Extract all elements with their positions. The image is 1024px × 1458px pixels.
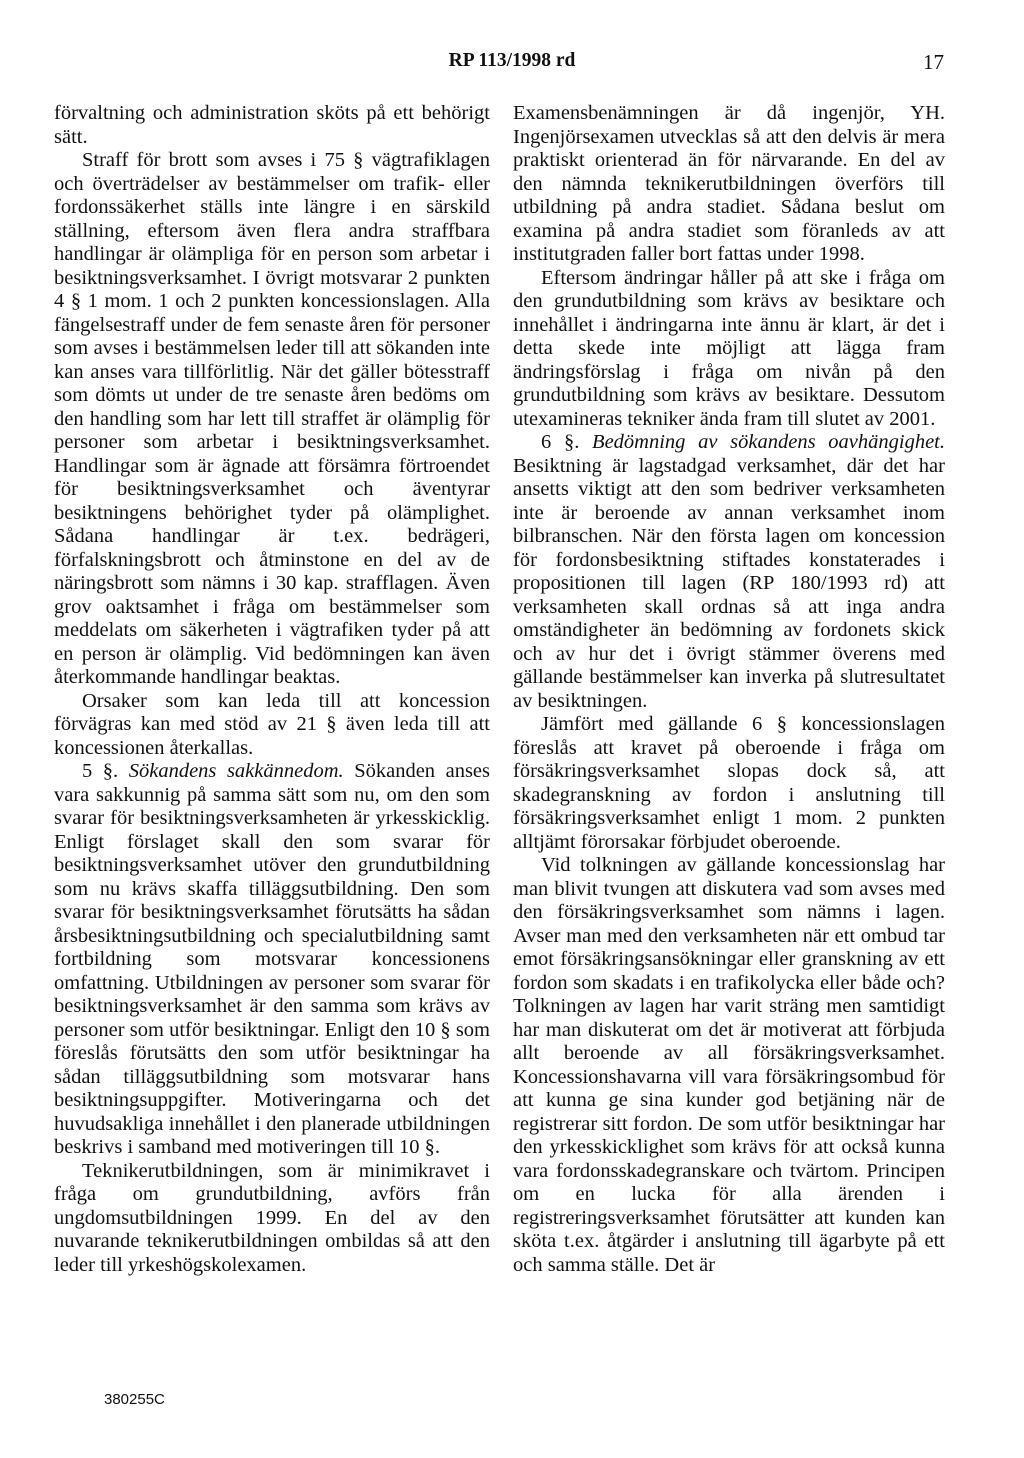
paragraph: Orsaker som kan leda till att koncession förvägras kan med stöd av 21 § även leda till att koncessionen återkallas. xyxy=(54,689,490,759)
section-paragraph xyxy=(54,760,490,1160)
paragraph: Straff för brott som avses i 75 § vägtrafiklagen och överträdelser av bestämmelser om trafik- eller fordonssäkerhet ställs inte längre i en särskild ställning, eftersom även flera andra straffbara handlingar är olämpliga för en person som arbetar i besiktningsverksamhet. I övrigt motsvarar 2 punkten 4 § 1 mom. 1 och 2 punkten koncessionslagen. Alla fängelsestraff under de fem senaste åren för personer som avses i bestämmelsen leder till att sökanden inte kan anses vara tillförlitlig. När det gäller bötesstraff som dömts ut under de tre senaste åren bedöms om den handling som har lett till straffet är olämplig för personer som arbetar i besiktningsverksamhet. Handlingar som är ägnade att försämra förtroendet för besiktningsverksamhet och äventyrar besiktningens behörighet tyder på olämplighet. Sådana handlingar är t.ex. bedrägeri, förfalskningsbrott och åtminstone en del av de näringsbrott som nämns i 30 kap. strafflagen. Även grov oaktsamhet i fråga om bestämmelser som meddelats om säkerheten i vägtrafiken tyder på att en person är olämplig. Vid bedömningen kan även återkommande handlingar beaktas. xyxy=(54,149,490,688)
section-title: Sökandens sakkännedom. xyxy=(128,760,344,782)
section-number: 5 §. xyxy=(82,760,129,782)
right-column xyxy=(513,102,945,1277)
page-number: 17 xyxy=(923,50,944,74)
paragraph: Vid tolkningen av gällande koncessionslag har man blivit tvungen att diskutera vad som avses med den försäkringsverksamhet som nämns i lagen. Avser man med den verksamheten när ett ombud tar emot försäkringsansökningar eller granskning av ett fordon som skadats i en trafikolycka eller både och? Tolkningen av lagen har varit sträng men samtidigt har man diskuterat om det är motiverat att förbjuda allt beroende av all försäkringsverksamhet. Koncessionshavarna vill vara försäkringsombud för att kunna ge sina kunder god betjäning när de registrerar sitt fordon. De som utför besiktningar har den yrkesskicklighet som krävs för att också kunna vara fordonsskadegranskare och tvärtom. Principen om en lucka för alla ärenden i registreringsverksamhet förutsätter att kunden kan sköta t.ex. åtgärder i anslutning till ägarbyte på ett och samma ställe. Det är xyxy=(513,854,945,1276)
paragraph: Examensbenämningen är då ingenjör, YH. Ingenjörsexamen utvecklas så att den delvis är mera praktiskt orienterad än för närvarande. En del av den nämnda teknikerutbildningen överförs till utbildning på andra stadiet. Sådana beslut om examina på andra stadiet som föranleds av att institutgraden faller bort fattas under 1998. xyxy=(513,102,945,265)
section-paragraph xyxy=(513,431,945,713)
section-body: Sökanden anses vara sakkunnig på samma sätt som nu, om den som svarar för besiktningsverksamheten är yrkesskicklig. Enligt förslaget skall den som svarar för besiktningsverksamhet utöver den grundutbildning som nu krävs skaffa tilläggsutbildning. Den som svarar för besiktningsverksamhet förutsätts ha sådan årsbesiktningsutbildning och specialutbildning samt fortbildning som motsvarar koncessionens omfattning. Utbildningen av personer som svarar för besiktningsverksamhet är den samma som krävs av personer som utför besiktningar. Enligt den 10 § som föreslås förutsätts den som utför besiktningar ha sådan tilläggsutbildning som motsvarar hans besiktningsuppgifter. Motiveringarna och det huvudsakliga innehållet i den planerade utbildningen beskrivs i samband med motiveringen till 10 §. xyxy=(54,760,490,1158)
paragraph: Jämfört med gällande 6 § koncessionslagen föreslås att kravet på oberoende i fråga om försäkringsverksamhet slopas dock så, att skadegranskning av fordon i anslutning till försäkringsverksamhet enligt 1 mom. 2 punkten alltjämt förorsakar förbjudet oberoende. xyxy=(513,713,945,853)
section-number: 6 §. xyxy=(541,431,593,453)
paragraph: Eftersom ändringar håller på att ske i fråga om den grundutbildning som krävs av besiktare och innehållet i ändringarna inte ännu är klart, är det i detta skede inte möjligt att lägga fram ändringsförslag i fråga om nivån på den grundutbildning som krävs av besiktare. Dessutom utexamineras tekniker ända fram till slutet av 2001. xyxy=(513,266,945,430)
footer-code: 380255C xyxy=(104,1391,165,1408)
left-column xyxy=(54,102,490,1277)
running-header: RP 113/1998 rd xyxy=(448,50,576,71)
section-title: Bedömning av sökandens oavhängighet. xyxy=(592,431,946,453)
paragraph: förvaltning och administration sköts på ett behörigt sätt. xyxy=(54,102,490,148)
section-body: Besiktning är lagstadgad verksamhet, där det har ansetts viktigt att den som bedriver verksamheten inte är beroende av annan verksamhet inom bilbranschen. När den första lagen om koncession för fordonsbesiktning stiftades konstaterades i propositionen till lagen (RP 180/1993 rd) att verksamheten skall ordnas så att inga andra omständigheter än bedömning av fordonets skick och av hur det i övrigt stämmer överens med gällande bestämmelser kan inverka på slutresultatet av besiktningen. xyxy=(513,454,945,712)
paragraph: Teknikerutbildningen, som är minimikravet i fråga om grundutbildning, avförs från ungdomsutbildningen 1999. En del av den nuvarande teknikerutbildningen ombildas så att den leder till yrkeshögskolexamen. xyxy=(54,1159,490,1276)
